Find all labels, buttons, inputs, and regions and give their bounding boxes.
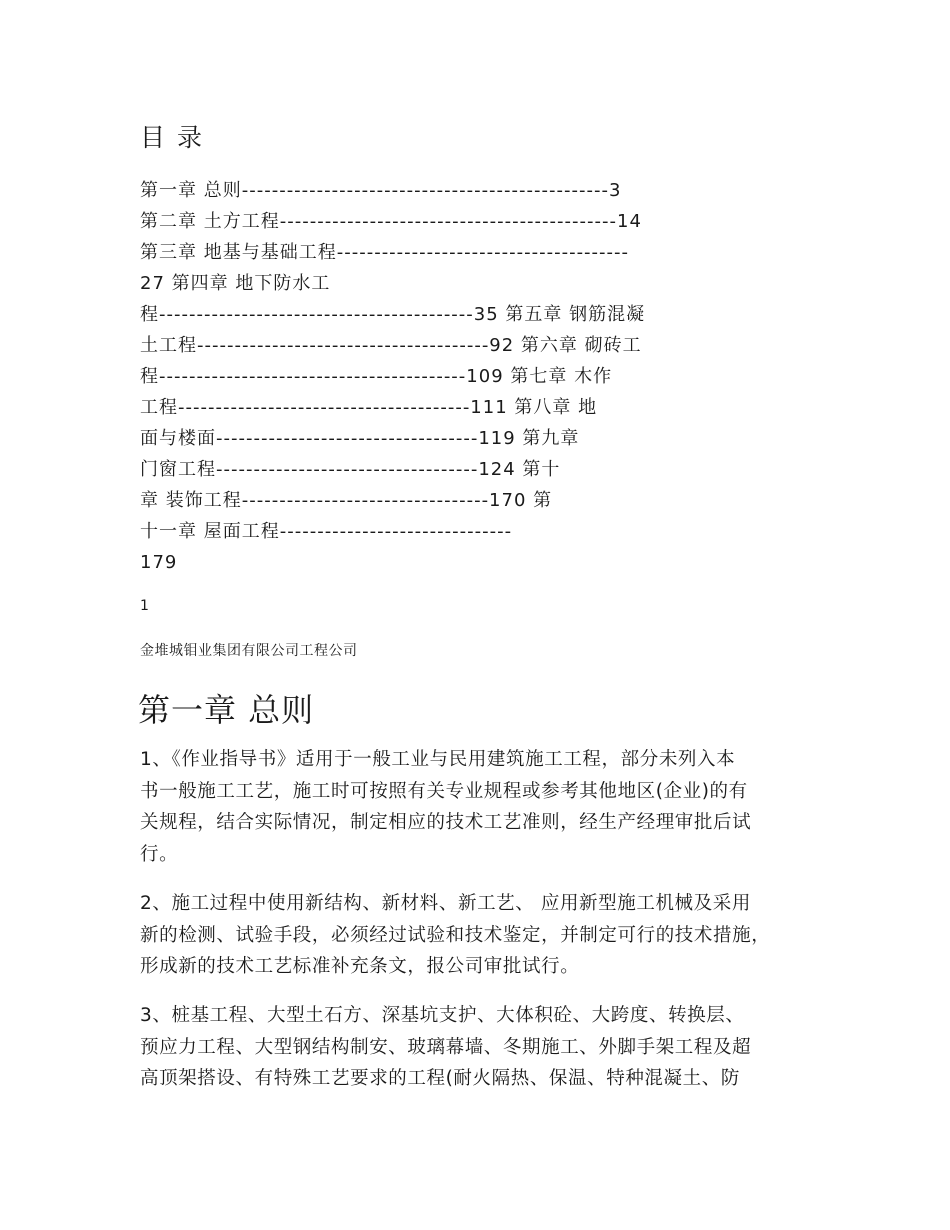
toc-line: 第二章 土方工程---------------------------------------------14 [140, 211, 642, 232]
toc-line: 章 装饰工程---------------------------------170 第 [140, 490, 553, 511]
toc-line: 第三章 地基与基础工程--------------------------------------- [140, 242, 630, 263]
toc-list [140, 175, 820, 578]
company-header: 金堆城钼业集团有限公司工程公司 [140, 643, 358, 659]
toc-line: 十一章 屋面工程------------------------------- [140, 521, 513, 542]
paragraph-line: 3、桩基工程、大型土石方、深基坑支护、大体积砼、大跨度、转换层、 [140, 1005, 745, 1026]
paragraph-line: 形成新的技术工艺标准补充条文，报公司审批试行。 [140, 956, 580, 977]
paragraph-line: 1、《作业指导书》适用于一般工业与民用建筑施工工程，部分未列入本 [140, 749, 736, 770]
paragraph-line: 书一般施工工艺，施工时可按照有关专业规程或参考其他地区(企业)的有 [140, 780, 748, 802]
paragraph-line: 预应力工程、大型钢结构制安、玻璃幕墙、冬期施工、外脚手架工程及超 [140, 1036, 752, 1058]
paragraph-line: 新的检测、试验手段，必须经过试验和技术鉴定，并制定可行的技术措施， [140, 924, 771, 946]
toc-line: 程------------------------------------------35 第五章 钢筋混凝 [140, 304, 646, 325]
toc-line: 工程---------------------------------------111 第八章 地 [140, 397, 598, 418]
paragraph-line: 关规程，结合实际情况，制定相应的技术工艺准则，经生产经理审批后试 [140, 812, 752, 833]
paragraph-line: 高顶架搭设、有特殊工艺要求的工程(耐火隔热、保温、特种混凝土、防 [140, 1068, 740, 1089]
page-number: 1 [140, 598, 149, 614]
toc-line: 土工程---------------------------------------92 第六章 砌砖工 [140, 335, 642, 356]
toc-line: 第一章 总则-------------------------------------------------3 [140, 180, 622, 201]
paragraph-1 [140, 744, 830, 870]
toc-line: 程-----------------------------------------109 第七章 木作 [140, 366, 613, 387]
paragraph-line: 行。 [140, 843, 179, 865]
toc-line: 门窗工程-----------------------------------124 第十 [140, 459, 561, 480]
paragraph-2 [140, 888, 830, 983]
chapter-heading: 第一章 总则 [138, 691, 315, 729]
toc-line: 179 [140, 552, 178, 573]
paragraph-3 [140, 1000, 830, 1095]
toc-line: 27 第四章 地下防水工 [140, 273, 331, 294]
paragraph-line: 2、施工过程中使用新结构、新材料、新工艺、 应用新型施工机械及采用 [140, 893, 751, 914]
toc-title: 目 录 [140, 123, 204, 152]
toc-line: 面与楼面-----------------------------------119 第九章 [140, 428, 580, 449]
